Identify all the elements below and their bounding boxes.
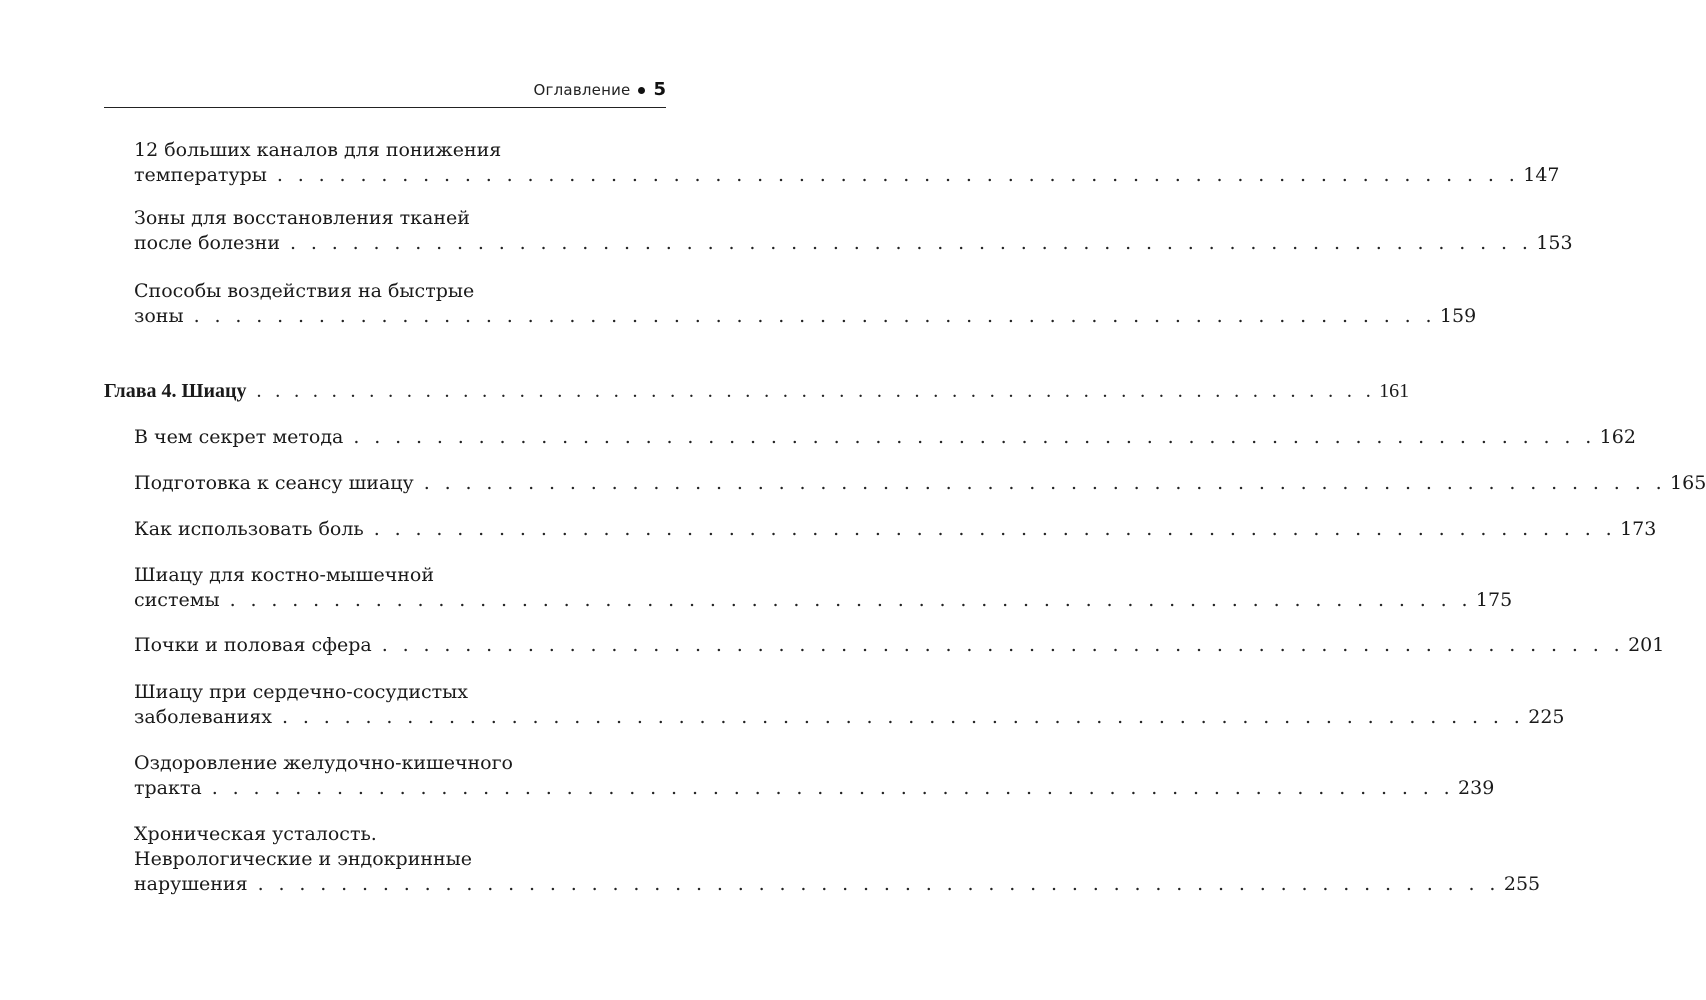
toc-entry[interactable] (134, 563, 1513, 613)
toc-entry-title: заболеваниях (134, 706, 272, 728)
toc-entry-title: Почки и половая сфера (134, 634, 372, 656)
dot-leader: . . . . . . . . . . . . . . . . . . . . . . . . . . . . . . . . . . . . . . . . . . . . . . . . . . . . . . . . . . . . (211, 777, 1455, 799)
toc-entry[interactable] (134, 206, 1573, 256)
toc-page-number: 225 (1528, 706, 1565, 728)
toc-entry[interactable] (134, 138, 1560, 188)
toc-entry-title: зоны (134, 305, 184, 327)
toc-entry-title: нарушения (134, 873, 248, 895)
dot-leader: . . . . . . . . . . . . . . . . . . . . . . . . . . . . . . . . . . . . . . . . . . . . . . . . . . . . . . . . . . . . (353, 426, 1596, 448)
dot-leader: . . . . . . . . . . . . . . . . . . . . . . . . . . . . . . . . . . . . . . . . . . . . . . . . . . . . . . . . . . . . (257, 873, 1500, 895)
toc-entry-last-line (134, 776, 1495, 801)
chapter-title: Глава 4. Шиацу (104, 380, 247, 402)
toc-entry[interactable] (134, 425, 1636, 450)
dot-leader: . . . . . . . . . . . . . . . . . . . . . . . . . . . . . . . . . . . . . . . . . . . . . . . . . . . . . . . . . . . . (281, 706, 1525, 728)
toc-entry[interactable] (134, 517, 1657, 542)
running-header (104, 76, 666, 100)
toc-entry-title: системы (134, 589, 220, 611)
toc-page-number: 165 (1670, 472, 1706, 494)
dot-leader: . . . . . . . . . . . . . . . . . . . . . . . . . . . . . . . . . . . . . . . . . . . . . . . . . . . . . . . . . . . . (289, 232, 1533, 254)
toc-entry[interactable] (134, 633, 1665, 658)
dot-leader: . . . . . . . . . . . . . . . . . . . . . . . . . . . . . . . . . . . . . . . . . . . . . . . . . . . . . . . . . . . . (276, 164, 1520, 186)
toc-page-number: 161 (1379, 380, 1410, 402)
toc-chapter-entry[interactable] (104, 379, 1410, 404)
toc-entry-title-line: Хроническая усталость. (134, 823, 377, 845)
toc-entry[interactable] (134, 822, 1541, 897)
toc-page-number: 255 (1503, 873, 1541, 895)
toc-entry-last-line (134, 471, 1706, 496)
toc-page-number: 201 (1628, 634, 1665, 656)
toc-page-number: 239 (1458, 777, 1495, 799)
header-page-number: 5 (653, 79, 666, 100)
toc-entry-title: тракта (134, 777, 202, 799)
dot-leader: . . . . . . . . . . . . . . . . . . . . . . . . . . . . . . . . . . . . . . . . . . . . . . . . . . . . . . . . . . . . (423, 472, 1667, 494)
dot-leader: . . . . . . . . . . . . . . . . . . . . . . . . . . . . . . . . . . . . . . . . . . . . . . . . . . . . . . . . . . . . (256, 380, 1376, 402)
dot-leader: . . . . . . . . . . . . . . . . . . . . . . . . . . . . . . . . . . . . . . . . . . . . . . . . . . . . . . . . . . . . (381, 634, 1625, 656)
toc-entry-title-line: Шиацу при сердечно-сосудистых (134, 681, 468, 703)
toc-entry[interactable] (134, 471, 1706, 496)
toc-entry-last-line (134, 304, 1477, 329)
toc-entry-title-line: Зоны для восстановления тканей (134, 207, 470, 229)
toc-entry-last-line (134, 425, 1636, 450)
toc-entry-last-line (134, 517, 1657, 542)
toc-entry-last-line (134, 588, 1513, 613)
toc-entry-title-line: Способы воздействия на быстрые (134, 280, 475, 302)
toc-page-number: 162 (1599, 426, 1636, 448)
toc-entry-title: после болезни (134, 232, 280, 254)
toc-page-number: 153 (1536, 232, 1573, 254)
toc-entry-title: Как использовать боль (134, 518, 364, 540)
toc-entry-title: Подготовка к сеансу шиацу (134, 472, 414, 494)
header-divider (104, 107, 666, 108)
toc-page-number: 173 (1620, 518, 1657, 540)
toc-entry-title-line: Шиацу для костно-мышечной (134, 564, 435, 586)
toc-entry-last-line (134, 705, 1565, 730)
toc-entry-title: В чем секрет метода (134, 426, 344, 448)
toc-page-number: 147 (1523, 164, 1560, 186)
toc-page-number: 175 (1475, 589, 1513, 611)
toc-entry-title-line: 12 больших каналов для понижения (134, 139, 502, 161)
toc-page-number: 159 (1439, 305, 1477, 327)
bullet-icon (638, 87, 645, 94)
toc-entry[interactable] (134, 751, 1495, 801)
toc-entry-last-line (134, 633, 1665, 658)
toc-entry[interactable] (134, 279, 1477, 329)
toc-entry[interactable] (134, 680, 1565, 730)
dot-leader: . . . . . . . . . . . . . . . . . . . . . . . . . . . . . . . . . . . . . . . . . . . . . . . . . . . . . . . . . . . . (373, 518, 1617, 540)
toc-entry-title-line: Оздоровление желудочно-кишечного (134, 752, 513, 774)
dot-leader: . . . . . . . . . . . . . . . . . . . . . . . . . . . . . . . . . . . . . . . . . . . . . . . . . . . . . . . . . . . . (193, 305, 1436, 327)
header-section-title: Оглавление (533, 81, 631, 99)
toc-entry-last-line (134, 872, 1541, 897)
toc-entry-title: температуры (134, 164, 267, 186)
dot-leader: . . . . . . . . . . . . . . . . . . . . . . . . . . . . . . . . . . . . . . . . . . . . . . . . . . . . . . . . . . . . (229, 589, 1472, 611)
toc-entry-last-line (134, 231, 1573, 256)
toc-entry-title-line: Неврологические и эндокринные (134, 848, 473, 870)
toc-entry-last-line (104, 379, 1410, 404)
toc-entry-last-line (134, 163, 1560, 188)
